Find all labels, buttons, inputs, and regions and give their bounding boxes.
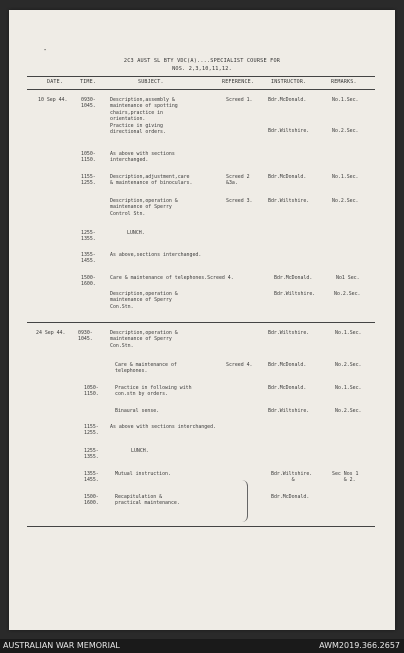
day2-r2-instructor: Bdr.McDonald. bbox=[268, 385, 307, 391]
day1-r3-instructor: Bdr.McDonald. bbox=[268, 174, 307, 180]
col-subject: SUBJECT. bbox=[138, 79, 164, 85]
day1-r3-reference: Screed 2 &3a. bbox=[226, 174, 250, 187]
day1-r1-reference: Screed 1. bbox=[226, 97, 253, 103]
day1-r3b-remarks: No.2.Sec. bbox=[332, 198, 359, 204]
day2-r6-instructor: Bdr.McDonald. bbox=[271, 494, 310, 500]
day2-r5-instructor: Bdr.Wiltshire. & bbox=[271, 471, 313, 484]
day1-r1b-instructor: Bdr.Wiltshire. bbox=[268, 128, 310, 134]
day2-r5-subject: Mutual instruction. bbox=[115, 471, 171, 477]
day2-r4-subject: LUNCH. bbox=[131, 448, 149, 454]
day2-r1b-reference: Screed 4. bbox=[226, 362, 253, 368]
corner-mark: - bbox=[43, 46, 48, 54]
day2-r1-remarks: No.1.Sec. bbox=[335, 330, 362, 336]
day1-r3-subject: Description,adjustment,care & maintenance of binoculars. bbox=[110, 174, 193, 187]
col-date: DATE. bbox=[47, 79, 64, 85]
day2-r1-time: 0930- 1045. bbox=[78, 330, 93, 343]
day1-r5-time: 1355- 1455. bbox=[81, 252, 96, 265]
day2-r2-subject: Practice in following with con.stn by orders. bbox=[115, 385, 192, 398]
day1-r2-subject: As above with sections interchanged. bbox=[110, 151, 175, 164]
day1-r1b-remarks: No.2.Sec. bbox=[332, 128, 359, 134]
document-subtitle: NOS. 2,3,10,11,12. bbox=[172, 66, 232, 72]
day1-r6-time: 1500- 1600. bbox=[81, 275, 96, 288]
document-page bbox=[9, 10, 395, 630]
day1-r6b-subject: Description,operation & maintenance of Sperry Con.Stn. bbox=[110, 291, 178, 310]
day1-r3-remarks: No.1.Sec. bbox=[332, 174, 359, 180]
day1-r6b-remarks: No.2.Sec. bbox=[334, 291, 361, 297]
day-divider-rule bbox=[27, 322, 375, 323]
day1-r3-time: 1155- 1255. bbox=[81, 174, 96, 187]
day1-r1-time: 0930- 1045. bbox=[81, 97, 96, 110]
document-title: 2C3 AUST SL BTY VDC(A)....SPECIALIST COURSE FOR bbox=[123, 58, 281, 64]
day1-date: 10 Sep 44. bbox=[38, 97, 68, 103]
day2-r2b-subject: Binaural sense. bbox=[115, 408, 160, 414]
day2-r5-remarks: Sec Nos 1 & 2. bbox=[332, 471, 359, 484]
footer-accession-id: AWM2019.366.2657 bbox=[319, 641, 400, 650]
day2-r6-time: 1500- 1600. bbox=[84, 494, 99, 507]
day1-r6-remarks: No1 Sec. bbox=[336, 275, 360, 281]
day1-r3b-reference: Screed 3. bbox=[226, 198, 253, 204]
header-rule-top bbox=[27, 76, 375, 77]
header-rule-bottom bbox=[27, 89, 375, 90]
day2-r1b-remarks: No.2.Sec. bbox=[335, 362, 362, 368]
col-reference: REFERENCE. bbox=[222, 79, 255, 85]
day1-r5-subject: As above,sections interchanged. bbox=[110, 252, 202, 258]
bottom-rule bbox=[27, 526, 375, 527]
day1-r6-instructor: Bdr.McDonald. bbox=[274, 275, 313, 281]
day2-date: 24 Sep 44. bbox=[36, 330, 66, 336]
day1-r3b-instructor: Bdr.Wiltshire. bbox=[268, 198, 310, 204]
col-remarks: REMARKS. bbox=[331, 79, 357, 85]
day2-r6-subject: Recapitulation & practical maintenance. bbox=[115, 494, 180, 507]
day1-r4-time: 1255- 1355. bbox=[81, 230, 96, 243]
day1-r6-subject: Care & maintenance of telephones.Screed 4. bbox=[110, 275, 234, 281]
day2-r4-time: 1255- 1355. bbox=[84, 448, 99, 461]
day2-r1b-subject: Care & maintenance of telephones. bbox=[115, 362, 177, 375]
day1-r1-subject: Description,assembly & maintenance of spotting chairs,practice in orientation. Practice in giving directional orders. bbox=[110, 97, 178, 136]
footer-source: AUSTRALIAN WAR MEMORIAL bbox=[3, 641, 120, 650]
day1-r3b-subject: Description,operation & maintenance of Sperry Control Stn. bbox=[110, 198, 178, 217]
day2-r1b-instructor: Bdr.McDonald. bbox=[268, 362, 307, 368]
day1-r1-remarks: No.1.Sec. bbox=[332, 97, 359, 103]
day2-r5-time: 1355- 1455. bbox=[84, 471, 99, 484]
day2-r2b-instructor: Bdr.Wiltshire. bbox=[268, 408, 310, 414]
day2-r1-instructor: Bdr.Wiltshire. bbox=[268, 330, 310, 336]
day2-r2-remarks: No.1.Sec. bbox=[335, 385, 362, 391]
day1-r4-subject: LUNCH. bbox=[127, 230, 145, 236]
brace-mark bbox=[239, 480, 248, 522]
day2-r2b-remarks: No.2.Sec. bbox=[335, 408, 362, 414]
day2-r1-subject: Description,operation & maintenance of Sperry Con.Stn. bbox=[110, 330, 178, 349]
col-instructor: INSTRUCTOR. bbox=[271, 79, 307, 85]
day1-r2-time: 1050- 1150. bbox=[81, 151, 96, 164]
day1-r6b-instructor: Bdr.Wiltshire. bbox=[274, 291, 316, 297]
day2-r3-subject: As above with sections interchanged. bbox=[110, 424, 216, 430]
footer-bar bbox=[0, 639, 404, 653]
day2-r3-time: 1155- 1255. bbox=[84, 424, 99, 437]
day2-r2-time: 1050- 1150. bbox=[84, 385, 99, 398]
col-time: TIME. bbox=[80, 79, 97, 85]
day1-r1-instructor: Bdr.McDonald. bbox=[268, 97, 307, 103]
